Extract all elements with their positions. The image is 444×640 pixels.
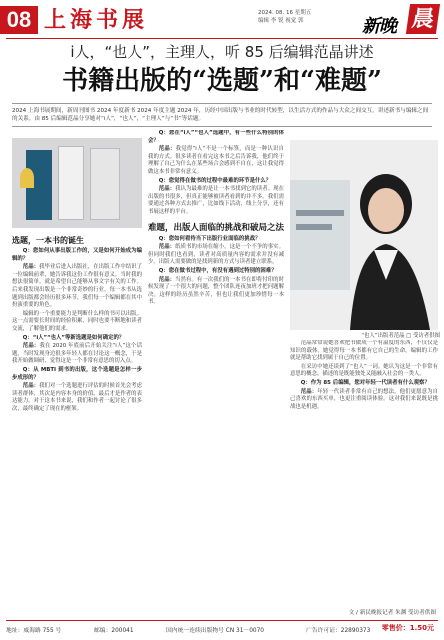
answer: 我毕业后进入出版社，在出版工作中结识了一位编辑前辈，她告诉我这份工作很有意义。当时我的想法很简单，就是希望自己能够从事文字有关的工作。后来我发现出版是一个非常奇妙的行业，每一本书从选题到出版都会经历很多环节，我们每一个编辑都在其中扮演重要的角色。 bbox=[12, 264, 142, 309]
answer: 我们对一个选题进行评估的时候首先会考虑读者群体，其次是内容本身的价值，最后才是作者的表达能力。对于这本书来说，我们和作者一起讨论了很多次，最终确定了现在的框架。 bbox=[12, 383, 142, 412]
answer: 我觉得“i人”不是一个标签，而是一种认识自我的方式。很多读者在看完这本书之后告诉我，他们终于理解了自己为什么在某些场合会感到不自在，这让我觉得做这本书非常有意义。 bbox=[148, 146, 284, 175]
answer-label: 范晶： bbox=[300, 388, 318, 395]
footer-issn: 国内统一连续出版物号 CN 31－0070 bbox=[166, 628, 264, 634]
middle-column bbox=[148, 130, 284, 612]
answer: 纸质书的市场在缩小，这是一个不争的事实。但同时我们也看到，读者对高质量内容的需求并没有减少。出版人需要做的是找到新的方式与读者建立联系。 bbox=[148, 244, 284, 266]
paragraph: 编辑的一个重要能力是判断什么样的书可以出版。这一点需要长时间的经验积累，同时也要不断地和读者交流，了解他们的需求。 bbox=[12, 310, 142, 332]
answer-label: 范晶： bbox=[22, 264, 40, 271]
question: Q：“i人”“也人”等新选题是如何确定的？ bbox=[22, 334, 125, 341]
answer-label: 范晶： bbox=[22, 343, 40, 350]
book-cover-white bbox=[58, 146, 84, 220]
left-column bbox=[12, 232, 142, 612]
answer-label: 范晶： bbox=[158, 186, 176, 193]
footer-price: 零售价：1.50元 bbox=[381, 624, 434, 632]
kicker: i人，“也人”，主理人，听 85 后编辑范晶讲述 bbox=[70, 43, 374, 61]
answer-label: 范晶： bbox=[158, 146, 176, 153]
headline: 书籍出版的“选题”和“难题” bbox=[62, 66, 382, 96]
editor-line: 编辑 李 锐 视觉 郭 bbox=[258, 18, 304, 24]
footer-postcode: 邮编：200041 bbox=[94, 628, 134, 634]
answer: 当然有。有一次我们的一本书在即将付印的时候发现了一个很大的问题，整个团队连夜加班才把问题解决。这样的经历虽然辛苦，但也让我们更加珍惜每一本书。 bbox=[148, 276, 284, 306]
issue-meta bbox=[258, 9, 358, 25]
date-line: 2024. 08. 16 星期五 bbox=[258, 10, 312, 16]
paragraph: 在采访中她还谈到了“也人”一词。她认为这是一个非常有意思的概念，描述的是既能独处又能融入社会的一类人。 bbox=[290, 363, 438, 378]
lead-paragraph: 2024 上海书展期间，新周刊图书 2024 年度新书 2024 年度主题 2024 年，历经中国出版与书业的时代转型，以生活方式的作品与大众之间交互，讲述新书与编辑之间的关系。由 85 后编辑范晶分享她对“i人”，“也人”，“主理人”与“书”等话题。 bbox=[12, 103, 432, 127]
person-illustration bbox=[290, 140, 438, 330]
interviewee-photo bbox=[290, 140, 438, 330]
section-title: 上海书展 bbox=[44, 7, 149, 33]
question: Q：从 MBTI 到书的出版，这个选题是怎样一步步成形的？ bbox=[12, 366, 142, 381]
footer-ad-license: 广告许可证：22890373 bbox=[306, 628, 371, 634]
footer bbox=[6, 620, 438, 634]
photo-caption: “也人”出版者范晶 □ 受访者供图 bbox=[361, 333, 440, 339]
answer: 年轻一代读者非常有自己的想法，他们更愿意为自己喜欢的东西买单，也更注重阅读体验。这对我们来说既是挑战也是机遇。 bbox=[290, 388, 438, 410]
footer-address: 地址：威海路 755 号 bbox=[6, 628, 62, 634]
header-rule bbox=[6, 38, 438, 39]
answer-label: 范晶： bbox=[22, 383, 40, 390]
section-heading: 难题，出版人面临的挑战和破局之法 bbox=[148, 222, 284, 233]
logo-mark: 晨 bbox=[406, 4, 440, 34]
question: Q：作为 85 后编辑，您对年轻一代读者有什么观察？ bbox=[300, 379, 430, 386]
right-column bbox=[290, 340, 438, 604]
answer-label: 范晶： bbox=[158, 244, 176, 251]
book-cover-grey bbox=[90, 148, 120, 220]
question: Q：您觉得在做书的过程中最难的环节是什么？ bbox=[158, 177, 272, 184]
question: Q：您在做书过程中，有没有遇到过特别的困难？ bbox=[158, 267, 277, 274]
answer: 我在 2020 年底前后开始关注“i人”这个话题，当时发现身边很多年轻人都在讨论这一概念，于是我开始做调研，觉得这是一个非常有意思的切入点。 bbox=[12, 343, 142, 365]
section-number: 08 bbox=[0, 6, 38, 34]
subhead-topic: 选题，一本书的诞生 bbox=[12, 236, 84, 245]
question: Q：您在“i人”“也人”选题中，有一些什么特别的体会？ bbox=[148, 130, 284, 144]
figurine-icon bbox=[20, 168, 34, 188]
byline: 文 / 新民晚报记者 朱渊 受访者供图 bbox=[348, 610, 436, 616]
newspaper-logo bbox=[362, 4, 442, 38]
question: Q：您如何从事出版工作的，又是如何开始成为编辑的？ bbox=[12, 248, 142, 262]
answer: 我认为最难的是让一本书找到它的读者。现在出版的书很多，但真正能够被读者看到的并不多。我们需要通过各种方式去推广，比如线下活动、线上分享，还有书展这样的平台。 bbox=[148, 186, 284, 215]
logo-text: 新晚 bbox=[362, 16, 396, 37]
paragraph: 范晶常常说她喜欢把书做成一个有温度的东西，不仅仅是知识的载体。她觉得每一本书都有它自己的生命，编辑的工作就是帮助它找到属于自己的位置。 bbox=[290, 340, 438, 362]
books-photo bbox=[12, 138, 142, 228]
answer-label: 范晶： bbox=[158, 276, 176, 283]
question: Q：您如何看待当下出版行业面临的挑战？ bbox=[158, 235, 261, 242]
